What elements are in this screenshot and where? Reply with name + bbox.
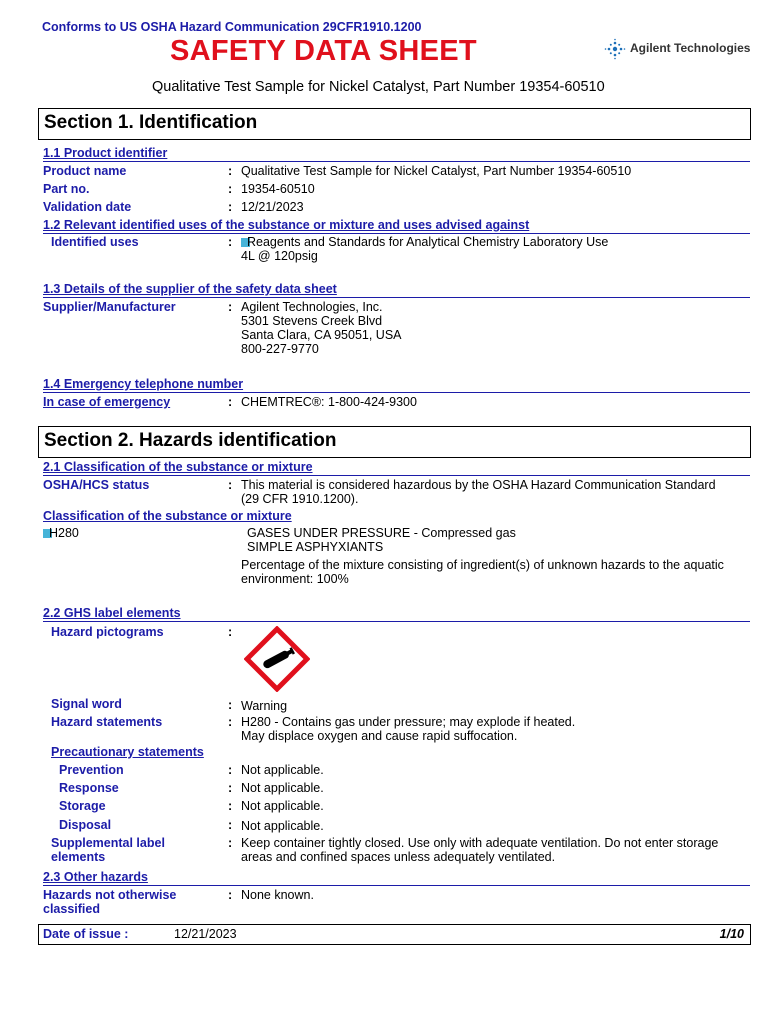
supplier-phone: 800-227-9770 bbox=[241, 342, 319, 356]
supplemental-line2: areas and confined spaces unless adequately ventilated. bbox=[241, 850, 556, 864]
subsection-1-4: 1.4 Emergency telephone number bbox=[43, 377, 244, 391]
colon: : bbox=[228, 836, 233, 850]
date-of-issue-value: 12/21/2023 bbox=[174, 927, 237, 941]
footer-bar bbox=[38, 924, 751, 945]
response-label: Response bbox=[59, 781, 119, 795]
signal-word-value: Warning bbox=[241, 699, 288, 713]
agilent-spark-logo-icon bbox=[604, 38, 626, 60]
date-of-issue-label: Date of issue : bbox=[43, 927, 129, 941]
classification-line1: GASES UNDER PRESSURE - Compressed gas bbox=[247, 526, 516, 540]
subsection-1-3: 1.3 Details of the supplier of the safety data sheet bbox=[43, 282, 337, 296]
colon: : bbox=[228, 698, 233, 712]
part-no-value: 19354-60510 bbox=[241, 182, 315, 196]
prevention-label: Prevention bbox=[59, 763, 124, 777]
disposal-value: Not applicable. bbox=[241, 819, 324, 833]
colon: : bbox=[228, 625, 233, 639]
hazard-code bbox=[43, 526, 79, 540]
product-name-label: Product name bbox=[43, 164, 127, 178]
colon: : bbox=[228, 164, 233, 178]
hazard-statement-line1: H280 - Contains gas under pressure; may explode if heated. bbox=[241, 715, 576, 729]
identified-uses-line2: 4L @ 120psig bbox=[241, 249, 318, 263]
divider bbox=[43, 621, 750, 622]
subsection-2-2: 2.2 GHS label elements bbox=[43, 606, 181, 620]
supplemental-line1: Keep container tightly closed. Use only with adequate ventilation. Do not enter storage bbox=[241, 836, 719, 850]
supplier-line: Santa Clara, CA 95051, USA bbox=[241, 328, 402, 342]
section-1-header bbox=[38, 108, 751, 140]
colon: : bbox=[228, 300, 233, 314]
divider bbox=[43, 885, 750, 886]
company-name: Agilent Technologies bbox=[630, 41, 751, 55]
colon: : bbox=[228, 200, 233, 214]
emergency-label: In case of emergency bbox=[43, 395, 171, 409]
emergency-value: CHEMTREC®: 1-800-424-9300 bbox=[241, 395, 417, 409]
colon: : bbox=[228, 395, 233, 409]
hazard-pictograms-label: Hazard pictograms bbox=[51, 625, 164, 639]
supplier-line: Agilent Technologies, Inc. bbox=[241, 300, 383, 314]
supplemental-label bbox=[51, 836, 165, 864]
product-name-value: Qualitative Test Sample for Nickel Catalyst, Part Number 19354-60510 bbox=[241, 164, 632, 178]
percentage-note bbox=[241, 558, 724, 586]
colon: : bbox=[228, 763, 233, 777]
page-number: 1/10 bbox=[719, 927, 744, 941]
divider bbox=[43, 161, 750, 162]
osha-status-label: OSHA/HCS status bbox=[43, 478, 150, 492]
other-hazards-label bbox=[43, 888, 176, 916]
divider bbox=[43, 475, 750, 476]
colon: : bbox=[228, 818, 233, 832]
divider bbox=[43, 297, 750, 298]
hazard-statements-label: Hazard statements bbox=[51, 715, 163, 729]
other-hazards-label-line1: Hazards not otherwise bbox=[43, 888, 177, 902]
percentage-line1: Percentage of the mixture consisting of ingredient(s) of unknown hazards to the aquatic bbox=[241, 558, 724, 572]
response-value: Not applicable. bbox=[241, 781, 324, 795]
colon: : bbox=[228, 781, 233, 795]
percentage-line2: environment: 100% bbox=[241, 572, 349, 586]
gas-cylinder-pictogram-icon bbox=[244, 626, 310, 692]
validation-date-label: Validation date bbox=[43, 200, 132, 214]
other-hazards-label-line2: classified bbox=[43, 902, 100, 916]
other-hazards-value: None known. bbox=[241, 888, 314, 902]
section-2-header bbox=[38, 426, 751, 458]
supplemental-value bbox=[241, 836, 718, 864]
subsection-1-2: 1.2 Relevant identified uses of the substance or mixture and uses advised against bbox=[43, 218, 530, 232]
page-title: SAFETY DATA SHEET bbox=[170, 35, 477, 67]
product-subtitle: Qualitative Test Sample for Nickel Catalyst, Part Number 19354-60510 bbox=[152, 79, 605, 95]
osha-status-line2: (29 CFR 1910.1200). bbox=[241, 492, 359, 506]
supplemental-label-line1: Supplemental label bbox=[51, 836, 165, 850]
supplemental-label-line2: elements bbox=[51, 850, 106, 864]
colon: : bbox=[228, 478, 233, 492]
hazard-statements-value bbox=[241, 715, 575, 743]
colon: : bbox=[228, 715, 233, 729]
osha-status-line1: This material is considered hazardous by the OSHA Hazard Communication Standard bbox=[241, 478, 716, 492]
supplier-line: 5301 Stevens Creek Blvd bbox=[241, 314, 383, 328]
storage-value: Not applicable. bbox=[241, 799, 324, 813]
section-1-title: Section 1. Identification bbox=[44, 112, 258, 133]
prevention-value: Not applicable. bbox=[241, 763, 324, 777]
disposal-label: Disposal bbox=[59, 818, 112, 832]
divider bbox=[43, 392, 750, 393]
supplier-label: Supplier/Manufacturer bbox=[43, 300, 176, 314]
identified-uses-value bbox=[241, 235, 608, 263]
subsection-2-1: 2.1 Classification of the substance or mixture bbox=[43, 460, 313, 474]
section-2-title: Section 2. Hazards identification bbox=[44, 430, 337, 451]
hazard-code-text: H280 bbox=[49, 526, 79, 540]
validation-date-value: 12/21/2023 bbox=[241, 200, 304, 214]
classification-label: Classification of the substance or mixture bbox=[43, 509, 292, 523]
identified-uses-line1: Reagents and Standards for Analytical Chemistry Laboratory Use bbox=[247, 235, 609, 249]
precautionary-statements-label: Precautionary statements bbox=[51, 745, 204, 759]
colon: : bbox=[228, 888, 233, 902]
subsection-1-1: 1.1 Product identifier bbox=[43, 146, 168, 160]
divider bbox=[43, 233, 750, 234]
osha-status-value bbox=[241, 478, 716, 506]
colon: : bbox=[228, 799, 233, 813]
identified-uses-label: Identified uses bbox=[51, 235, 139, 249]
storage-label: Storage bbox=[59, 799, 106, 813]
colon: : bbox=[228, 182, 233, 196]
classification-value bbox=[247, 526, 516, 554]
classification-line2: SIMPLE ASPHYXIANTS bbox=[247, 540, 384, 554]
subsection-2-3: 2.3 Other hazards bbox=[43, 870, 148, 884]
colon: : bbox=[228, 235, 233, 249]
signal-word-label: Signal word bbox=[51, 697, 122, 711]
conformance-note: Conforms to US OSHA Hazard Communication 29CFR1910.1200 bbox=[42, 20, 422, 34]
supplier-value bbox=[241, 300, 402, 356]
hazard-statement-line2: May displace oxygen and cause rapid suffocation. bbox=[241, 729, 518, 743]
part-no-label: Part no. bbox=[43, 182, 90, 196]
